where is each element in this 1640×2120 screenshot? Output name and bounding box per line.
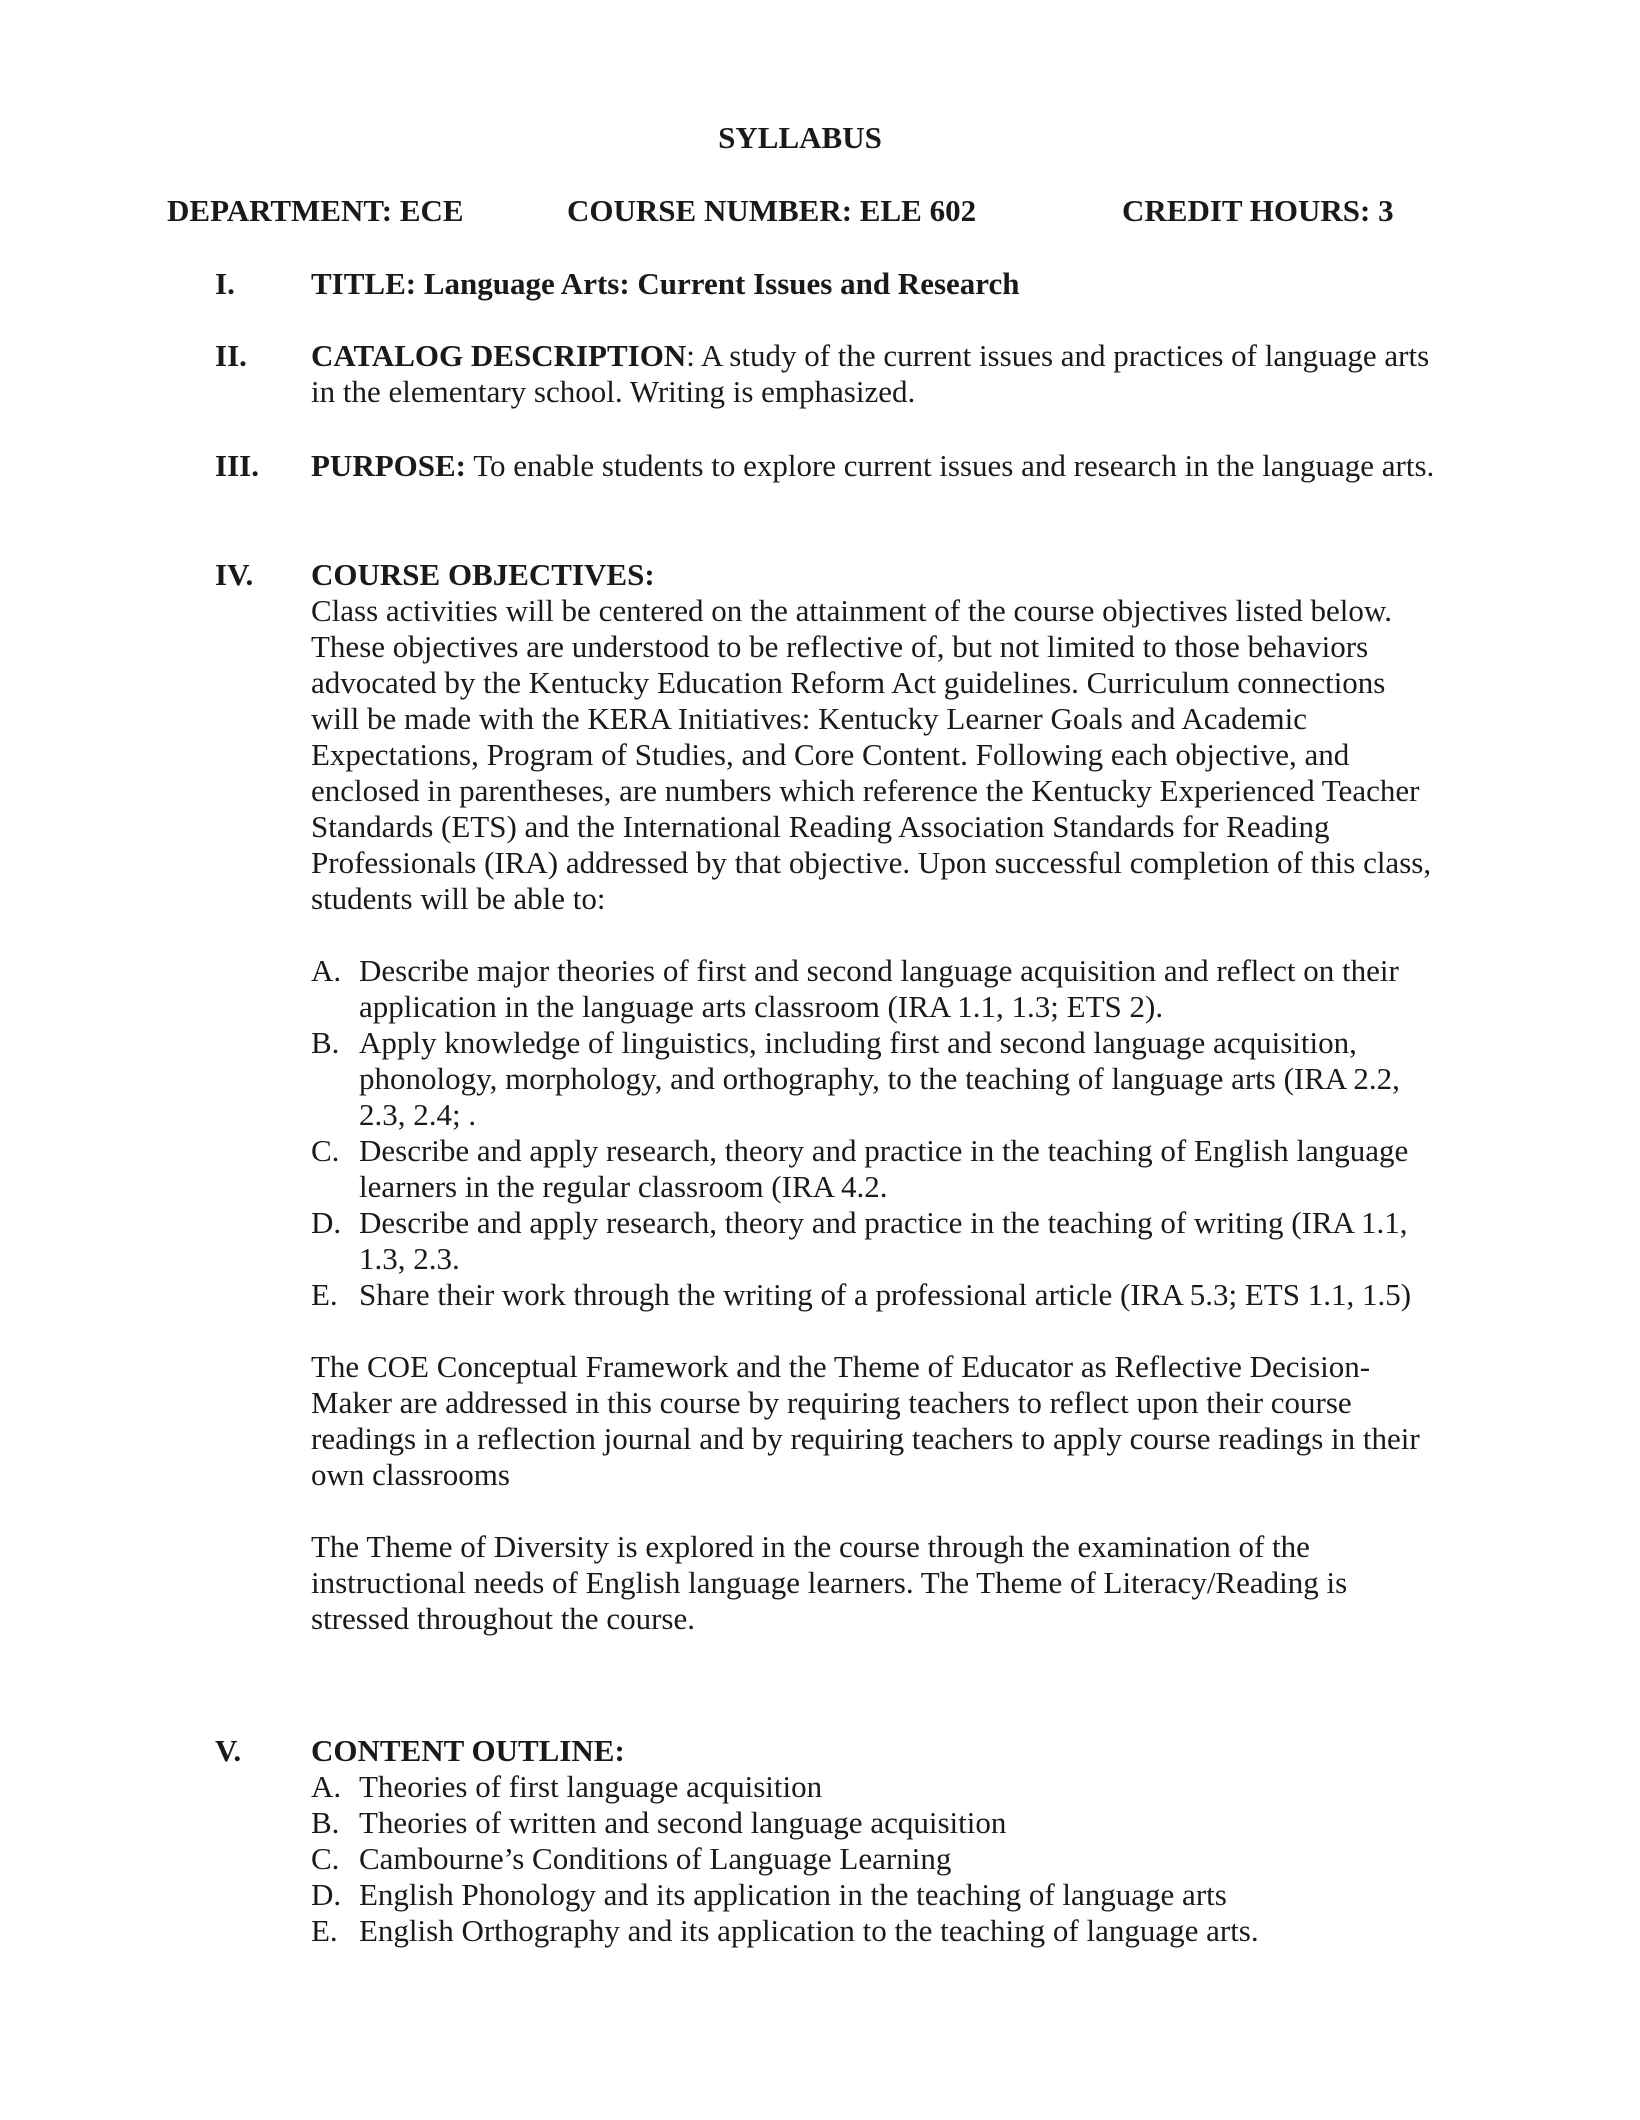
list-text: Theories of first language acquisition: [359, 1769, 823, 1804]
list-letter: B.: [311, 1025, 340, 1060]
list-text: Describe and apply research, theory and practice in the teaching of English language learners in the regular classroom (IRA 4.2.: [359, 1133, 1409, 1204]
page-title: SYLLABUS: [718, 120, 882, 155]
list-letter: C.: [311, 1133, 340, 1168]
section-numeral: II.: [215, 338, 247, 373]
list-letter: C.: [311, 1841, 340, 1876]
objectives-intro: Class activities will be centered on the attainment of the course objectives listed below. These objectives are understood to be reflective of, but not limited to those behaviors advocated by the Kentucky Education Reform Act guidelines. Curriculum connections will be made with the KERA Initiatives: Kentucky Learner Goals and Academic Expectations, Program of Studies, and Core Content. Following each objective, and enclosed in parentheses, are numbers which reference the Kentucky Experienced Teacher Standards (ETS) and the International Reading Association Standards for Reading Professionals (IRA) addressed by that objective. Upon successful completion of this class, students will be able to:: [311, 593, 1432, 916]
list-item: [311, 953, 1441, 1025]
section-heading: PURPOSE:: [311, 448, 466, 483]
list-item: [311, 1769, 1441, 1805]
list-item: [311, 1133, 1441, 1205]
section-heading: COURSE OBJECTIVES:: [311, 557, 655, 592]
list-text: Describe major theories of first and second language acquisition and reflect on their application in the language arts classroom (IRA 1.1, 1.3; ETS 2).: [359, 953, 1399, 1024]
list-item: [311, 1277, 1441, 1313]
list-item: [311, 1805, 1441, 1841]
list-text: Share their work through the writing of a professional article (IRA 5.3; ETS 1.1, 1.5): [359, 1277, 1412, 1312]
list-text: English Orthography and its application to the teaching of language arts.: [359, 1913, 1259, 1948]
department-label: DEPARTMENT: ECE: [167, 193, 464, 228]
list-text: Cambourne’s Conditions of Language Learning: [359, 1841, 952, 1876]
list-letter: E.: [311, 1913, 338, 1948]
section-heading: CONTENT OUTLINE:: [311, 1733, 625, 1768]
course-number-label: COURSE NUMBER: ELE 602: [567, 193, 977, 228]
section-text: To enable students to explore current issues and research in the language arts.: [466, 448, 1435, 483]
section-text: : A study of the current issues and practices of language arts in the elementary school. Writing is emphasized.: [311, 338, 1430, 409]
list-item: [311, 1877, 1441, 1913]
list-letter: E.: [311, 1277, 338, 1312]
list-letter: A.: [311, 1769, 342, 1804]
section-heading: CATALOG DESCRIPTION: [311, 338, 687, 373]
list-text: Theories of written and second language acquisition: [359, 1805, 1007, 1840]
list-letter: A.: [311, 953, 342, 988]
diversity-paragraph: The Theme of Diversity is explored in the course through the examination of the instructional needs of English language learners. The Theme of Literacy/Reading is stressed throughout the course.: [311, 1529, 1348, 1636]
list-letter: D.: [311, 1877, 342, 1912]
list-item: [311, 1205, 1441, 1277]
list-text: English Phonology and its application in the teaching of language arts: [359, 1877, 1227, 1912]
list-text: Apply knowledge of linguistics, including first and second language acquisition, phonology, morphology, and orthography, to the teaching of language arts (IRA 2.2, 2.3, 2.4; .: [359, 1025, 1400, 1132]
section-numeral: V.: [215, 1733, 242, 1768]
framework-paragraph: The COE Conceptual Framework and the Theme of Educator as Reflective Decision-Maker are addressed in this course by requiring teachers to reflect upon their course readings in a reflection journal and by requiring teachers to apply course readings in their own classrooms: [311, 1349, 1420, 1492]
section-heading: TITLE: Language Arts: Current Issues and Research: [311, 266, 1020, 301]
list-letter: D.: [311, 1205, 342, 1240]
list-letter: B.: [311, 1805, 340, 1840]
list-text: Describe and apply research, theory and practice in the teaching of writing (IRA 1.1, 1.3, 2.3.: [359, 1205, 1408, 1276]
section-numeral: IV.: [215, 557, 254, 592]
section-numeral: I.: [215, 266, 235, 301]
credit-hours-label: CREDIT HOURS: 3: [1122, 193, 1394, 228]
list-item: [311, 1841, 1441, 1877]
list-item: [311, 1913, 1441, 1949]
list-item: [311, 1025, 1441, 1133]
section-numeral: III.: [215, 448, 259, 483]
